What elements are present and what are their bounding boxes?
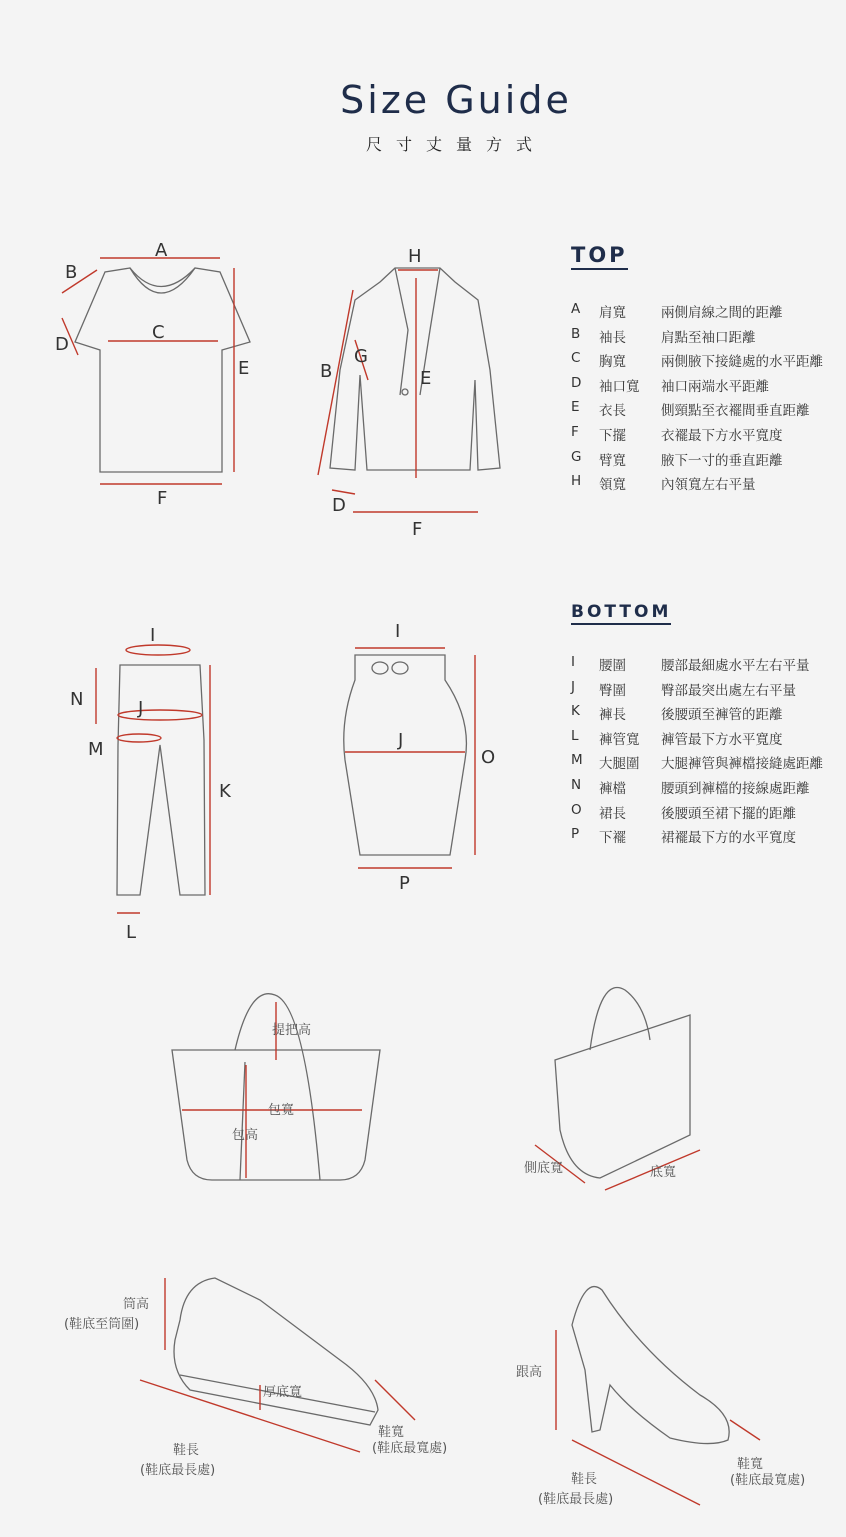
- legend-key: N: [571, 776, 582, 793]
- legend-desc: 內領寬左右平量: [661, 477, 756, 494]
- sneaker-length-note: (鞋底最長處): [140, 1463, 216, 1478]
- sneaker-illustration: [64, 1278, 447, 1478]
- page-subtitle: 尺寸丈量方式: [365, 135, 546, 154]
- tshirt-label-f: F: [157, 488, 168, 509]
- sneaker-length-label: 鞋長: [173, 1443, 200, 1458]
- jacket-label-f: F: [412, 519, 423, 540]
- skirt-label-p: P: [399, 873, 410, 894]
- sneaker-top-label: 筒高: [123, 1297, 150, 1312]
- tote-bag-illustration: [172, 994, 380, 1180]
- legend-key: J: [571, 678, 575, 695]
- bag-height-label: 包高: [232, 1128, 259, 1143]
- tshirt-label-b: B: [65, 262, 78, 283]
- legend-name: 褲管寬: [599, 731, 640, 748]
- legend-key: M: [571, 752, 583, 769]
- tshirt-illustration: [55, 240, 250, 509]
- legend-name: 臂寬: [599, 452, 626, 469]
- legend-desc: 後腰頭至裙下擺的距離: [661, 805, 796, 822]
- legend-name: 肩寬: [599, 305, 626, 321]
- legend-name: 胸寬: [599, 354, 626, 371]
- top-heading: TOP: [571, 243, 628, 270]
- bag-base-label: 底寬: [650, 1165, 677, 1180]
- legend-name: 領寬: [599, 477, 626, 494]
- page-title: Size Guide: [340, 78, 572, 122]
- bottom-heading: BOTTOM: [571, 602, 671, 625]
- skirt-label-o: O: [481, 747, 496, 768]
- legend-desc: 腋下一寸的垂直距離: [661, 452, 783, 469]
- legend-key: A: [571, 301, 581, 317]
- jacket-label-g: G: [354, 346, 368, 367]
- legend-key: P: [571, 826, 580, 843]
- legend-desc: 腰部最細處水平左右平量: [661, 658, 810, 674]
- legend-desc: 側頸點至衣襬間垂直距離: [661, 403, 810, 420]
- legend-key: C: [571, 350, 581, 367]
- legend-name: 下擺: [599, 427, 626, 444]
- legend-desc: 袖口兩端水平距離: [661, 378, 769, 395]
- pants-label-l: L: [126, 922, 137, 943]
- pants-label-n: N: [70, 689, 84, 710]
- sneaker-width-note: (鞋底最寬處): [372, 1441, 448, 1456]
- legend-desc: 兩側肩線之間的距離: [661, 305, 783, 321]
- legend-key: E: [571, 399, 580, 416]
- legend-key: D: [571, 374, 582, 391]
- legend-desc: 褲管最下方水平寬度: [661, 731, 783, 748]
- legend-desc: 腰頭到褲檔的接線處距離: [661, 780, 810, 797]
- legend-desc: 兩側腋下接縫處的水平距離: [661, 354, 823, 371]
- jacket-label-d: D: [332, 495, 346, 516]
- sneaker-top-note: (鞋底至筒圍): [64, 1317, 140, 1332]
- legend-name: 腰圍: [599, 658, 626, 674]
- sneaker-width-label: 鞋寬: [378, 1425, 405, 1440]
- legend-desc: 臀部最突出處左右平量: [661, 682, 796, 699]
- bag-handle-label: 提把高: [272, 1023, 312, 1038]
- pants-label-i: I: [150, 625, 156, 646]
- legend-name: 臀圍: [599, 682, 626, 699]
- legend-name: 衣長: [599, 403, 626, 420]
- high-heel-illustration: [516, 1287, 805, 1507]
- legend-key: K: [571, 703, 580, 720]
- tshirt-label-d: D: [55, 334, 69, 355]
- jacket-label-b: B: [320, 361, 333, 382]
- bag-side-label: 側底寬: [524, 1161, 564, 1176]
- legend-key: O: [571, 801, 582, 818]
- legend-name: 褲檔: [599, 780, 626, 797]
- legend-key: L: [571, 727, 579, 744]
- legend-desc: 裙襬最下方的水平寬度: [661, 830, 796, 847]
- tshirt-label-e: E: [238, 358, 250, 379]
- sneaker-sole-label: 厚底寬: [263, 1385, 303, 1400]
- heel-width-label: 鞋寬: [737, 1457, 764, 1472]
- skirt-label-j: J: [398, 730, 404, 751]
- jacket-label-h: H: [408, 246, 422, 267]
- legend-desc: 大腿褲管與褲檔接縫處距離: [661, 756, 823, 773]
- pants-label-k: K: [219, 781, 231, 802]
- legend-name: 袖長: [599, 329, 626, 346]
- pants-label-j: J: [138, 698, 144, 719]
- skirt-illustration: [344, 621, 495, 894]
- legend-name: 裙長: [599, 805, 626, 822]
- legend-key: B: [571, 325, 581, 342]
- heel-height-label: 跟高: [516, 1365, 543, 1380]
- legend-key: F: [571, 423, 579, 440]
- heel-length-label: 鞋長: [571, 1472, 598, 1487]
- bag-width-label: 包寬: [268, 1103, 295, 1118]
- legend-key: G: [571, 448, 582, 465]
- legend-key: I: [571, 654, 575, 670]
- jacket-illustration: [318, 246, 500, 540]
- legend-desc: 衣襬最下方水平寬度: [661, 427, 783, 444]
- legend-name: 下襬: [599, 830, 626, 847]
- skirt-label-i: I: [395, 621, 401, 642]
- legend-name: 大腿圍: [599, 756, 640, 773]
- heel-width-note: (鞋底最寬處): [730, 1473, 806, 1488]
- heel-length-note: (鞋底最長處): [538, 1492, 614, 1507]
- tshirt-label-a: A: [155, 240, 168, 261]
- legend-name: 袖口寬: [599, 378, 640, 395]
- legend-desc: 後腰頭至褲管的距離: [661, 707, 783, 724]
- legend-key: H: [571, 473, 582, 490]
- legend-desc: 肩點至袖口距離: [661, 329, 756, 346]
- tote-bag-side-illustration: [524, 988, 700, 1191]
- pants-label-m: M: [88, 739, 104, 760]
- tshirt-label-c: C: [152, 322, 165, 343]
- legend-name: 褲長: [599, 707, 626, 724]
- jacket-label-e: E: [420, 368, 432, 389]
- pants-illustration: [70, 625, 232, 943]
